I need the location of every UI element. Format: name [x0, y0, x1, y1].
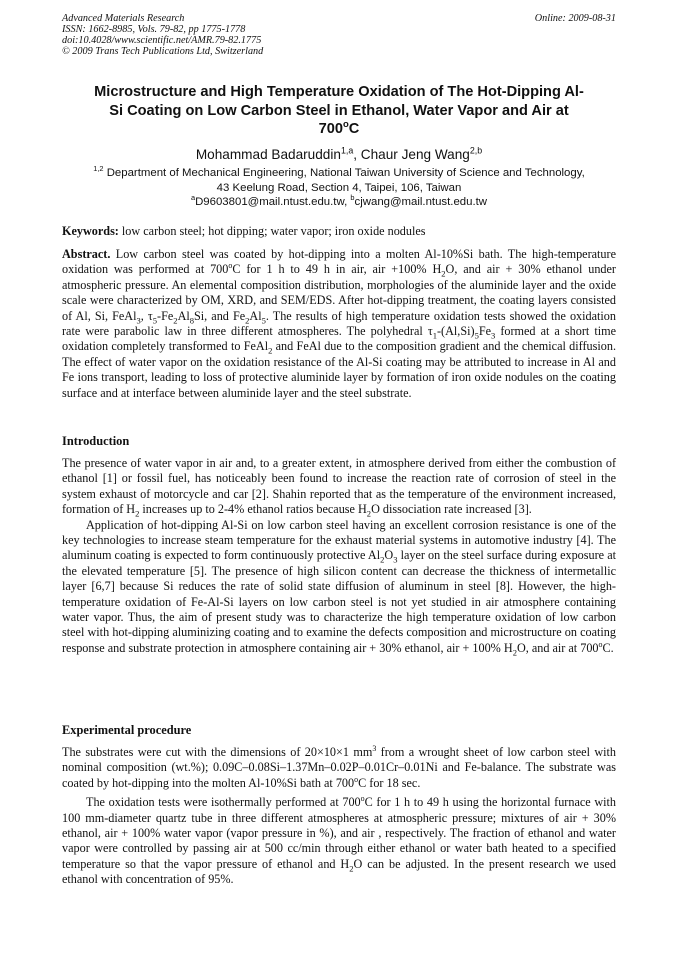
journal-name: Advanced Materials Research: [62, 13, 185, 24]
copyright-line: © 2009 Trans Tech Publications Ltd, Switzerland: [62, 46, 264, 57]
email-link[interactable]: D9603801@mail.ntust.edu.tw: [195, 196, 345, 208]
author-name: Mohammad Badaruddin: [195, 147, 341, 162]
online-date: Online: 2009-08-31: [534, 13, 616, 24]
keywords: Keywords: low carbon steel; hot dipping; water vapor; iron oxide nodules: [62, 224, 426, 238]
author-name: Chaur Jeng Wang: [360, 147, 470, 162]
paragraph: The substrates were cut with the dimensions of 20×10×1 $mm^3$ from a wrought sheet of low carbon steel with nominal composition (wt.%); 0.09C–0.08Si–1.37Mn–0.02P–0.01Cr–0.01Ni and Fe-balance. The substrate was coated by hot-dipping into the molten Al-10%Si bath at 700$^o$C for 18 sec.: [62, 743, 616, 790]
paper-title: [62, 83, 616, 139]
abstract: Abstract. Low carbon steel was coated by hot-dipping into a molten Al-10%Si bath. The high-temperature oxidation was performed at 700$^o$C for 1 h to 49 h in air, air +100% $H_2O$, and air + 30% ethanol under atmospheric pressure. An elemental composition distribution, morphologies of the aluminide layer and the oxide scale were characterized by OM, XRD, and SEM/EDS. After hot-dipping treatment, the coating layers consisted of Al, Si, FeAl$_3$, $\tau_5-Fe_2Al_8Si$, and $Fe_2Al_5$. The results of high temperature oxidation tests showed the oxidation rate were parabolic law in three different atmospheres. The polyhedral $\tau_1-(Al,Si)_5Fe_3$ formed at a short time oxidation completely transformed to FeAl$_2$ and FeAl due to the composition gradient and the chemical diffusion. The effect of water vapor on the oxidation resistance of the Al-Si coating may be attributed to increase in Al and Fe ions transport, leading to loss of protective aluminide layer by formation of iron oxide nodules on the coating surface and at interface between aluminide layer and the steel substrate.: [62, 247, 616, 400]
section-heading: Experimental procedure: [62, 723, 192, 737]
issn-line: ISSN: 1662-8985, Vols. 79-82, pp 1775-1778: [62, 24, 246, 35]
title-line: Microstructure and High Temperature Oxidation of The Hot-Dipping Al-: [94, 84, 584, 100]
section-heading: Introduction: [62, 434, 130, 448]
paragraph: The oxidation tests were isothermally performed at 700$^o$C for 1 h to 49 h using the horizontal furnace with 100 mm-diameter quartz tube in three different atmospheres at atmospheric pressure; mixtures of air + 30% ethanol, air + 100% water vapor (vapor pressure in %), and air , respectively. The fraction of ethanol and water vapor were controlled by passing air at 500 cc/min through either ethanol or water bath heated to a specified temperature so that the vapor pressure of ethanol and $H_2O$ can be adjusted. In the present research we used ethanol with concentration of 95%.: [62, 794, 616, 887]
email-link[interactable]: cjwang@mail.ntust.edu.tw: [354, 196, 488, 208]
paragraph: Application of hot-dipping Al-Si on low carbon steel having an excellent corrosion resistance is one of the key technologies to increase steam temperature for the exhaust material systems in automotive industry [4]. The aluminum coating is expected to form continuously protective $Al_2O_3$ layer on the steel surface during exposure at the elevated temperature [5]. The presence of high silicon content can decrease the thickness of intermetallic layer [6,7] because Si reduces the rate of solid state diffusion of aluminum in steel [8]. However, the high-temperature oxidation of Fe-Al-Si layers on low carbon steel is not yet studied in air atmosphere containing water vapor. Thus, the aim of present study was to characterize the high temperature oxidation of low carbon steel with hot-dipping aluminizing coating and to examine the defects composition and microstructure on coating response and substrate protection in atmosphere containing air + 30% ethanol, air + 100% $H_2O$, and air at 700$^o$C.: [62, 517, 617, 658]
affiliation: $^{1,2}$ Department of Mechanical Engineering, National Taiwan University of Science and Technology, 43 Keelung Road, Section 4, Taipei, 106, Taiwan $^a$D9603801@mail.ntust.edu.tw, $^b$cjwang@mail.ntust.edu.tw: [93, 164, 585, 208]
running-header: [62, 13, 616, 57]
intro-text: [62, 456, 616, 656]
paragraph: The presence of water vapor in air and, to a greater extent, in atmosphere derived from either the combustion of ethanol [1] or fossil fuel, has noticeably been found to increase the reaction rate of corrosion of steel in the system exhaust of motorcycle and car [2]. Shahin reported that as the temperature of the environment increased, formation of $H_2$ increases up to 2-4% ethanol ratios because $H_2O$ dissociation rate increased [3].: [62, 456, 616, 519]
title-line: Si Coating on Low Carbon Steel in Ethanol, Water Vapor and Air at: [109, 102, 569, 119]
author-list: Mohammad Badaruddin$^{1,a}$, Chaur Jeng Wang$^{2,b}$: [195, 145, 483, 162]
title-line: 700$^o$C: [318, 119, 360, 137]
experimental-text: [62, 745, 616, 888]
doi-line: doi:10.4028/www.scientific.net/AMR.79-82.1775: [62, 35, 262, 46]
